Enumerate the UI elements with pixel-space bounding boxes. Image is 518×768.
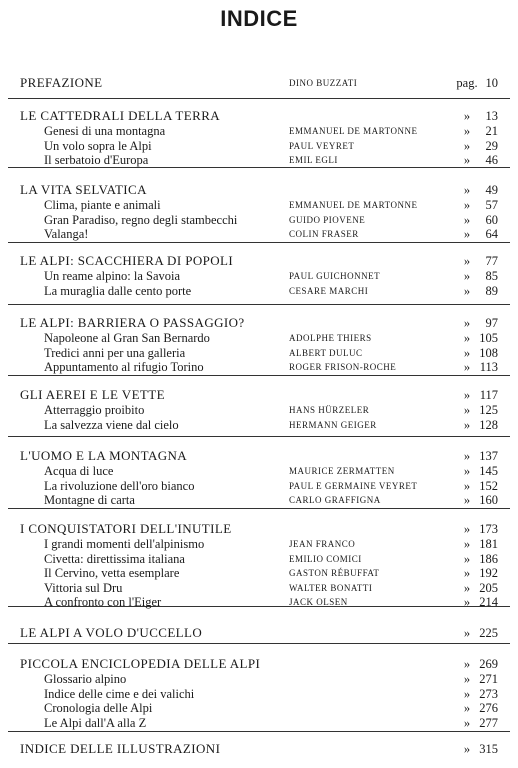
toc-entry-author: CESARE MARCHI	[289, 285, 369, 296]
toc-entry-author: ALBERT DULUC	[289, 347, 363, 358]
toc-section-page: 49	[485, 183, 498, 197]
toc-ditto-mark: »	[463, 283, 471, 298]
toc-entry-title: PREFAZIONE	[20, 75, 103, 90]
toc-section-row[interactable]	[0, 182, 518, 198]
toc-ditto-mark: »	[463, 254, 471, 268]
toc-entry-title: A confronto con l'Eiger	[44, 595, 162, 609]
toc-entry-author: CARLO GRAFFIGNA	[289, 495, 381, 505]
section-divider	[8, 508, 510, 509]
toc-entry-title: I grandi momenti dell'alpinismo	[44, 537, 205, 551]
toc-ditto-mark: »	[463, 449, 471, 463]
toc-ditto-mark: »	[463, 227, 471, 241]
section-divider	[8, 436, 510, 437]
toc-ditto-mark: »	[463, 331, 471, 345]
toc-ditto-mark: »	[463, 566, 471, 580]
toc-section-title: GLI AEREI E LE VETTE	[20, 387, 165, 402]
section-divider	[8, 731, 510, 732]
toc-entry-author: JACK OLSEN	[289, 597, 348, 607]
toc-ditto-mark: »	[463, 522, 471, 536]
toc-ditto-mark: »	[463, 417, 471, 432]
toc-entry-title: Indice delle cime e dei valichi	[44, 686, 195, 701]
toc-entry-author: PAUL VEYRET	[289, 140, 355, 151]
toc-entry-title: Clima, piante e animali	[44, 198, 161, 212]
toc-entry-page: 186	[479, 551, 498, 566]
toc-entry-row[interactable]	[0, 226, 518, 242]
toc-ditto-mark: »	[463, 360, 471, 374]
toc-entry-page: 57	[485, 198, 498, 212]
toc-entry-author: EMMANUEL DE MARTONNE	[289, 126, 418, 136]
section-divider	[8, 304, 510, 305]
toc-entry-title: Genesi di una montagna	[44, 124, 166, 138]
toc-entry-title: Acqua di luce	[44, 464, 114, 478]
section-divider	[8, 242, 510, 243]
toc-entry-title: Montagne di carta	[44, 493, 135, 507]
toc-entry-author: PAUL GUICHONNET	[289, 271, 381, 281]
toc-entry-page: 21	[485, 124, 498, 138]
toc-ditto-mark: »	[463, 153, 471, 167]
toc-section-row[interactable]	[0, 387, 518, 403]
toc-entry-page: 160	[479, 493, 498, 507]
toc-section-row[interactable]	[0, 253, 518, 269]
toc-entry-page: 276	[479, 701, 498, 715]
toc-ditto-mark: »	[463, 657, 471, 671]
toc-entry-title: Atterraggio proibito	[44, 403, 145, 417]
toc-ditto-mark: »	[463, 537, 471, 551]
toc-entry-title: Un reame alpino: la Savoia	[44, 269, 181, 283]
toc-section-page: 137	[479, 449, 498, 463]
toc-entry-page: 85	[485, 269, 498, 283]
toc-entry-row[interactable]	[0, 152, 518, 168]
toc-section-title: LE ALPI A VOLO D'UCCELLO	[20, 625, 203, 640]
toc-entry-title: Valanga!	[44, 227, 89, 241]
toc-section-title: L'UOMO E LA MONTAGNA	[20, 448, 188, 463]
toc-entry-author: ROGER FRISON-ROCHE	[289, 362, 397, 372]
toc-ditto-mark: »	[463, 551, 471, 566]
toc-entry-page: 205	[479, 580, 498, 595]
toc-preface-row[interactable]	[0, 75, 518, 91]
toc-entry-page: 277	[479, 715, 498, 730]
section-divider	[8, 98, 510, 99]
toc-ditto-mark: »	[463, 478, 471, 493]
toc-entry-page: 128	[479, 417, 498, 432]
toc-entry-page: 192	[479, 566, 498, 580]
toc-entry-author: HANS HÜRZELER	[289, 405, 370, 415]
toc-entry-title: Civetta: direttissima italiana	[44, 551, 185, 566]
toc-section-page: 117	[479, 388, 498, 402]
toc-section-title: LE CATTEDRALI DELLA TERRA	[20, 108, 221, 123]
toc-section-page: 269	[479, 657, 498, 671]
toc-entry-page: 46	[485, 153, 498, 167]
toc-section-title: INDICE DELLE ILLUSTRAZIONI	[20, 741, 221, 756]
toc-entry-row[interactable]	[0, 594, 518, 610]
toc-ditto-mark: »	[463, 316, 471, 330]
toc-entry-row[interactable]	[0, 283, 518, 299]
section-divider	[8, 375, 510, 376]
toc-section-page: 97	[485, 316, 498, 330]
toc-section-row[interactable]	[0, 625, 518, 641]
toc-section-title: I CONQUISTATORI DELL'INUTILE	[20, 521, 232, 536]
toc-ditto-mark: »	[463, 672, 471, 686]
toc-entry-author: ADOLPHE THIERS	[289, 333, 372, 343]
toc-section-page: 225	[479, 626, 498, 640]
toc-ditto-mark: »	[463, 124, 471, 138]
toc-entry-author: EMIL EGLI	[289, 155, 338, 165]
toc-entry-page: 125	[479, 403, 498, 417]
toc-ditto-mark: »	[463, 212, 471, 227]
toc-section-title: LA VITA SELVATICA	[20, 182, 147, 197]
toc-entry-author: PAUL E GERMAINE VEYRET	[289, 480, 418, 491]
toc-entry-title: Il serbatoio d'Europa	[44, 153, 149, 167]
toc-entry-title: La muraglia dalle cento porte	[44, 283, 192, 298]
toc-section-page: 13	[485, 109, 498, 123]
toc-entry-title: Napoleone al Gran San Bernardo	[44, 331, 210, 345]
toc-entry-row[interactable]	[0, 417, 518, 433]
toc-entry-author: HERMANN GEIGER	[289, 419, 377, 430]
toc-entry-author: GUIDO PIOVENE	[289, 214, 366, 225]
toc-entry-row[interactable]	[0, 715, 518, 731]
toc-entry-page: 10	[485, 76, 498, 90]
toc-entry-title: Glossario alpino	[44, 672, 127, 686]
toc-entry-page: 214	[479, 595, 498, 609]
toc-ditto-mark: »	[463, 742, 471, 756]
toc-section-title: LE ALPI: BARRIERA O PASSAGGIO?	[20, 315, 245, 330]
toc-entry-title: Le Alpi dall'A alla Z	[44, 715, 147, 730]
toc-entry-author: EMMANUEL DE MARTONNE	[289, 200, 418, 210]
toc-entry-page: 108	[479, 345, 498, 360]
toc-entry-title: Gran Paradiso, regno degli stambecchi	[44, 212, 238, 227]
toc-entry-page: 105	[479, 331, 498, 345]
toc-entry-row[interactable]	[0, 359, 518, 375]
toc-section-title: LE ALPI: SCACCHIERA DI POPOLI	[20, 253, 234, 268]
toc-entry-page: 113	[479, 360, 498, 374]
toc-section-title: PICCOLA ENCICLOPEDIA DELLE ALPI	[20, 656, 261, 671]
toc-entry-title: Cronologia delle Alpi	[44, 701, 153, 715]
toc-ditto-mark: »	[463, 580, 471, 595]
toc-ditto-mark: »	[463, 345, 471, 360]
toc-section-page: 77	[485, 254, 498, 268]
toc-section-page: 173	[479, 522, 498, 536]
toc-section-row[interactable]	[0, 108, 518, 124]
toc-entry-title: Tredici anni per una galleria	[44, 345, 186, 360]
toc-ditto-mark: »	[463, 198, 471, 212]
toc-entry-title: Vittoria sul Dru	[44, 580, 123, 595]
toc-section-row[interactable]	[0, 315, 518, 331]
section-divider	[8, 643, 510, 644]
toc-entry-author: JEAN FRANCO	[289, 539, 356, 549]
toc-ditto-mark: »	[463, 686, 471, 701]
toc-pag-label: pag.	[456, 76, 478, 90]
toc-entry-author: DINO BUZZATI	[289, 78, 358, 88]
toc-ditto-mark: »	[463, 464, 471, 478]
toc-section-row[interactable]	[0, 448, 518, 464]
toc-entry-title: Appuntamento al rifugio Torino	[44, 360, 204, 374]
toc-section-page: 315	[479, 742, 498, 756]
toc-entry-page: 60	[485, 212, 498, 227]
toc-entry-title: Un volo sopra le Alpi	[44, 138, 152, 153]
page-title: INDICE	[220, 6, 298, 31]
toc-entry-author: COLIN FRASER	[289, 229, 359, 239]
toc-entry-page: 152	[479, 478, 498, 493]
toc-ditto-mark: »	[463, 138, 471, 153]
toc-entry-author: WALTER BONATTI	[289, 582, 373, 593]
toc-entry-page: 29	[485, 138, 498, 153]
toc-ditto-mark: »	[463, 269, 471, 283]
toc-entry-row[interactable]	[0, 492, 518, 508]
toc-ditto-mark: »	[463, 183, 471, 197]
toc-entry-page: 273	[479, 686, 498, 701]
toc-entry-author: MAURICE ZERMATTEN	[289, 466, 395, 476]
toc-ditto-mark: »	[463, 403, 471, 417]
toc-entry-author: GASTON RÉBUFFAT	[289, 568, 380, 578]
toc-ditto-mark: »	[463, 626, 471, 640]
toc-ditto-mark: »	[463, 595, 471, 609]
toc-entry-page: 271	[479, 672, 498, 686]
toc-entry-page: 89	[485, 283, 498, 298]
toc-entry-title: La salvezza viene dal cielo	[44, 417, 179, 432]
toc-section-row[interactable]	[0, 521, 518, 537]
toc-section-row[interactable]	[0, 656, 518, 672]
toc-entry-title: La rivoluzione dell'oro bianco	[44, 478, 195, 493]
toc-ditto-mark: »	[463, 388, 471, 402]
toc-entry-title: Il Cervino, vetta esemplare	[44, 566, 180, 580]
toc-entry-page: 181	[479, 537, 498, 551]
toc-ditto-mark: »	[463, 715, 471, 730]
toc-entry-page: 145	[479, 464, 498, 478]
toc-entry-author: EMILIO COMICI	[289, 553, 362, 564]
toc-section-row[interactable]	[0, 741, 518, 757]
toc-ditto-mark: »	[463, 109, 471, 123]
toc-ditto-mark: »	[463, 493, 471, 507]
toc-entry-page: 64	[485, 227, 498, 241]
toc-ditto-mark: »	[463, 701, 471, 715]
